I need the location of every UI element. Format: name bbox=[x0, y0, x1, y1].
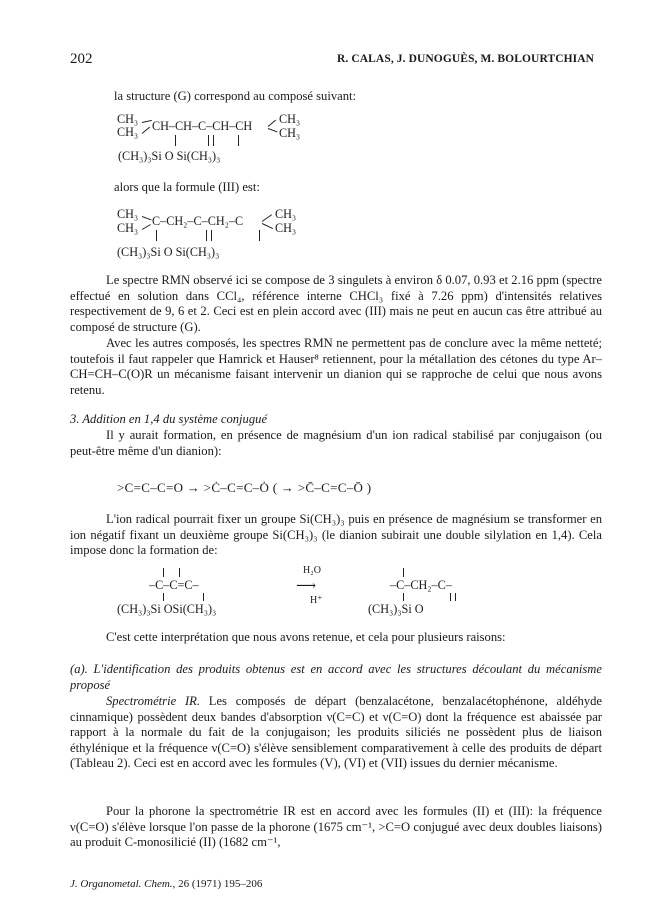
eq2-reactant: –C–C=C– bbox=[149, 578, 199, 592]
struct-iii-substituents: (CH₃)₃Si O Si(CH₃)₃ bbox=[117, 245, 220, 259]
struct-iii-chain: C–CH₂–C–CH₂–C bbox=[152, 214, 244, 228]
ir-text: Les composés de départ (benzalacétone, benzalacétophénone, aldéhyde cinnamique) possèdent deux bandes d'absorption ν(C=C) et ν(C=O) dont la fréquence est abaissée par rapport à la normale du fait de la conjugaison; les produits siliciés ne possèdent plus de liaison éthylénique et la fréquence ν(C=O) s'élève sensiblement comparativement à celle des produits de départ (Tableau 2). Ceci est en accord avec les formules (V), (VI) et (VII) issues du dernier mécanisme. bbox=[70, 694, 603, 771]
struct-g-chain: CH–CH–C–CH–CH bbox=[152, 119, 253, 133]
eq2-product: –C–CH₂–C– bbox=[390, 578, 452, 592]
struct-g-methyl-1: CH₃ bbox=[117, 112, 139, 126]
struct-iii-methyl-2: CH₃ bbox=[117, 221, 139, 235]
paragraph-formation: Il y aurait formation, en présence de magnésium d'un ion radical stabilisé par conjugaison (ou peut-être même d'un dianion): bbox=[70, 428, 602, 458]
paragraph-ir-spectrometry bbox=[70, 694, 602, 772]
equation-radical-ion: >C=C–C=O → >Ċ–C=C–Ȯ ( → >C̄–C=C–Ō ) bbox=[117, 480, 372, 495]
footer-volume: 26 (1971) 195–206 bbox=[175, 878, 263, 890]
section-3-title: 3. Addition en 1,4 du système conjugué bbox=[70, 412, 268, 426]
struct-iii-methyl-1: CH₃ bbox=[117, 207, 139, 221]
paragraph-a-identification: (a). L'identification des produits obtenus est en accord avec les structures découlant du mécanisme proposé bbox=[70, 662, 602, 692]
struct-iii-methyl-4: CH₃ bbox=[275, 221, 297, 235]
struct-g-methyl-3: CH₃ bbox=[279, 112, 301, 126]
paragraph-other-compounds: Avec les autres composés, les spectres RMN ne permettent pas de conclure avec la même netteté; toutefois il faut rappeler que Hamrick et Hauser⁸ retiennent, pour la métallation des cétones du type Ar–CH=CH–C(O)R un mécanisme faisant intervenir un dianion qui se rapproche de celui que nous avons retenu. bbox=[70, 336, 602, 397]
eq2-product-substituents: (CH₃)₃Si O bbox=[368, 602, 424, 616]
struct-iii-methyl-3: CH₃ bbox=[275, 207, 297, 221]
struct-g-methyl-2: CH₃ bbox=[117, 125, 139, 139]
eq2-reactant-substituents: (CH₃)₃Si OSi(CH₃)₃ bbox=[117, 602, 217, 616]
eq2-reagent-acid: H⁺ bbox=[310, 595, 323, 606]
eq2-reagent-water: H₂O bbox=[303, 565, 321, 576]
paragraph-nmr: Le spectre RMN observé ici se compose de 3 singulets à environ δ 0.07, 0.93 et 2.16 ppm (spectre effectué en solution dans CCl₄, référence interne CHCl₃ fixé à 7.26 ppm) d'intensités relatives respectivement de 9, 6 et 2. Ceci est en plein accord avec (III) mais ne peut en aucun cas être attribué au composé de structure (G). bbox=[70, 273, 602, 334]
running-header-authors: R. CALAS, J. DUNOGUÈS, M. BOLOURTCHIAN bbox=[337, 53, 595, 65]
footer-journal: J. Organometal. Chem., bbox=[70, 878, 176, 890]
intro-formula-iii: alors que la formule (III) est: bbox=[114, 180, 260, 194]
page-number: 202 bbox=[70, 51, 93, 67]
struct-g-substituents: (CH₃)₃Si O Si(CH₃)₃ bbox=[118, 149, 221, 163]
paragraph-interpretation: C'est cette interprétation que nous avons retenue, et cela pour plusieurs raisons: bbox=[106, 630, 506, 644]
struct-g-methyl-4: CH₃ bbox=[279, 126, 301, 140]
reaction-arrow-icon: ⟶ bbox=[296, 579, 317, 594]
paragraph-phorone: Pour la phorone la spectrométrie IR est en accord avec les formules (II) et (III): la fréquence ν(C=O) s'élève lorsque l'on passe de la phorone (1675 cm⁻¹, >C=O conjugué avec deux doubles liaisons) au produit C-monosilicié (II) (1682 cm⁻¹, bbox=[70, 804, 602, 850]
paragraph-ion-radical: L'ion radical pourrait fixer un groupe Si(CH₃)₃ puis en présence de magnésium se transformer en ion négatif fixant un deuxième groupe Si(CH₃)₃ (le dianion subirait une double silylation en 1,4). Cela impose donc la formation de: bbox=[70, 512, 602, 558]
intro-structure-g: la structure (G) correspond au composé suivant: bbox=[114, 89, 357, 103]
ir-label: Spectrométrie IR. bbox=[106, 694, 200, 708]
footer-citation bbox=[70, 878, 262, 890]
